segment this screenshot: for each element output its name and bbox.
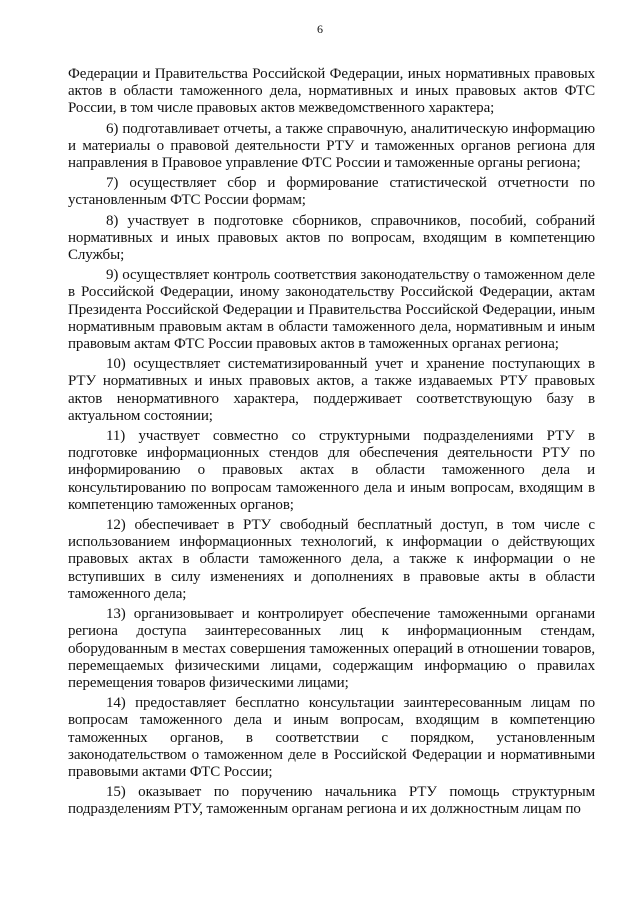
- paragraph-item-11: 11) участвует совместно со структурными подразделениями РТУ в подготовке информационных стендов для обеспечения деятельности РТУ по информированию о правовых актах в области таможенного дела и консультированию по вопросам таможенного дела и иным вопросам, входящим в компетенцию таможенных органов;: [68, 428, 595, 513]
- document-body: [68, 66, 595, 822]
- page-number: 6: [317, 22, 323, 36]
- paragraph-item-7: 7) осуществляет сбор и формирование статистической отчетности по установленным ФТС России формам;: [68, 175, 595, 209]
- paragraph-item-8: 8) участвует в подготовке сборников, справочников, пособий, собраний нормативных и иных правовых актов по вопросам, входящим в компетенцию Службы;: [68, 212, 595, 264]
- paragraph-item-12: 12) обеспечивает в РТУ свободный бесплатный доступ, в том числе с использованием информационных технологий, к информации о действующих правовых актах в области таможенного дела, а также к информации о не вступивших в силу изменениях и дополнениях в правовые акты в области таможенного дела;: [68, 517, 595, 602]
- paragraph-item-15: 15) оказывает по поручению начальника РТУ помощь структурным подразделениям РТУ, таможенным органам региона и их должностным лицам по: [68, 784, 595, 818]
- paragraph-item-6: 6) подготавливает отчеты, а также справочную, аналитическую информацию и материалы о правовой деятельности РТУ и таможенных органов региона для направления в Правовое управление ФТС России и таможенные органы региона;: [68, 120, 595, 172]
- paragraph-continuation: Федерации и Правительства Российской Федерации, иных нормативных правовых актов в области таможенного дела, нормативных и иных правовых актов ФТС России, в том числе правовых актов межведомственного характера;: [68, 66, 595, 117]
- paragraph-item-14: 14) предоставляет бесплатно консультации заинтересованным лицам по вопросам таможенного дела и иным вопросам, входящим в компетенцию таможенных органов, в соответствии с порядком, установленным законодательством о таможенном деле в Российской Федерации и нормативными правовыми актами ФТС России;: [68, 695, 595, 780]
- paragraph-item-13: 13) организовывает и контролирует обеспечение таможенными органами региона доступа заинтересованных лиц к информационным стендам, оборудованным в местах совершения таможенных операций в отношении товаров, перемещаемых физическими лицами, содержащим информацию о правилах перемещения товаров физическими лицами;: [68, 606, 595, 691]
- paragraph-item-10: 10) осуществляет систематизированный учет и хранение поступающих в РТУ нормативных и иных правовых актов, а также издаваемых РТУ правовых актов ненормативного характера, поддерживает соответствующую базу в актуальном состоянии;: [68, 356, 595, 424]
- paragraph-item-9: 9) осуществляет контроль соответствия законодательству о таможенном деле в Российской Федерации, иному законодательству Российской Федерации, актам Президента Российской Федерации и Правительства Российской Федерации, иным нормативным правовым актам в области таможенного дела, нормативным и иным правовым актам ФТС России правовых актов в таможенных органах региона;: [68, 267, 595, 353]
